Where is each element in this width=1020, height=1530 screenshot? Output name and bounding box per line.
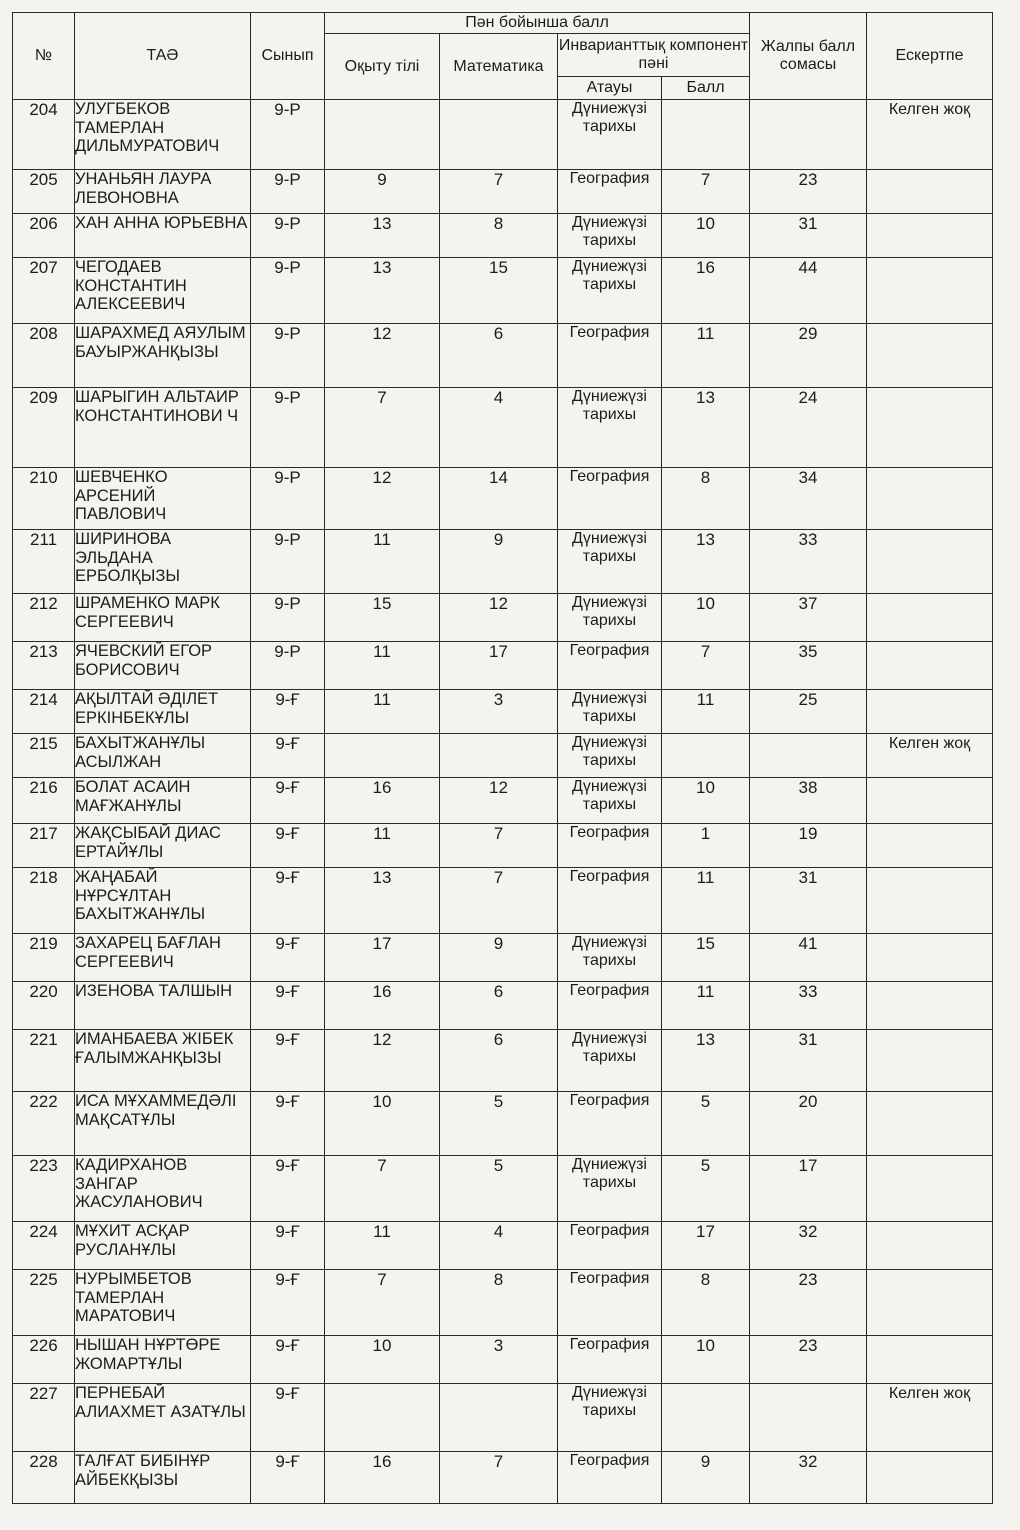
student-name: ШАРЫГИН АЛЬТАИР КОНСТАНТИНОВИ Ч [75,388,251,468]
class-cell: 9-Ғ [251,1030,325,1092]
student-name: НЫШАН НҰРТӨРЕ ЖОМАРТҰЛЫ [75,1336,251,1384]
student-name: УНАНЬЯН ЛАУРА ЛЕВОНОВНА [75,170,251,214]
invariant-subject-points: 11 [662,868,750,934]
invariant-subject-name: География [558,1270,662,1336]
student-name: НУРЫМБЕТОВ ТАМЕРЛАН МАРАТОВИЧ [75,1270,251,1336]
note-cell [867,868,993,934]
note-cell [867,690,993,734]
row-number: 227 [13,1384,75,1452]
language-score: 16 [325,982,440,1030]
row-number: 228 [13,1452,75,1504]
student-name: ЖАҚСЫБАЙ ДИАС ЕРТАЙҰЛЫ [75,824,251,868]
header-name: ТАӘ [75,13,251,100]
math-score: 17 [440,642,558,690]
table-row [13,1336,993,1384]
table-row [13,594,993,642]
language-score: 11 [325,824,440,868]
note-cell [867,214,993,258]
row-number: 221 [13,1030,75,1092]
row-number: 226 [13,1336,75,1384]
math-score: 3 [440,1336,558,1384]
total-score: 24 [750,388,867,468]
total-score: 23 [750,1336,867,1384]
total-score: 44 [750,258,867,324]
class-cell: 9-Ғ [251,982,325,1030]
language-score: 15 [325,594,440,642]
math-score: 6 [440,1030,558,1092]
class-cell: 9-Ғ [251,1156,325,1222]
class-cell: 9-Р [251,100,325,170]
invariant-subject-name: География [558,868,662,934]
note-cell [867,778,993,824]
total-score: 34 [750,468,867,530]
total-score: 31 [750,868,867,934]
row-number: 211 [13,530,75,594]
table-row [13,530,993,594]
row-number: 214 [13,690,75,734]
invariant-subject-name: Дүниежүзі тарихы [558,530,662,594]
table-row [13,778,993,824]
table-row [13,1452,993,1504]
row-number: 210 [13,468,75,530]
invariant-subject-points: 13 [662,1030,750,1092]
table-row [13,388,993,468]
math-score [440,734,558,778]
invariant-subject-name: Дүниежүзі тарихы [558,388,662,468]
invariant-subject-name: Дүниежүзі тарихы [558,1030,662,1092]
invariant-subject-name: Дүниежүзі тарихы [558,100,662,170]
class-cell: 9-Ғ [251,734,325,778]
row-number: 204 [13,100,75,170]
invariant-subject-name: Дүниежүзі тарихы [558,1384,662,1452]
invariant-subject-name: География [558,824,662,868]
invariant-subject-name: Дүниежүзі тарихы [558,934,662,982]
invariant-subject-name: Дүниежүзі тарихы [558,778,662,824]
row-number: 206 [13,214,75,258]
invariant-subject-name: Дүниежүзі тарихы [558,594,662,642]
class-cell: 9-Р [251,214,325,258]
student-name: УЛУГБЕКОВ ТАМЕРЛАН ДИЛЬМУРАТОВИЧ [75,100,251,170]
math-score: 8 [440,1270,558,1336]
header-num: № [13,13,75,100]
student-name: ЖАҢАБАЙ НҰРСҰЛТАН БАХЫТЖАНҰЛЫ [75,868,251,934]
row-number: 209 [13,388,75,468]
total-score: 37 [750,594,867,642]
table-row [13,170,993,214]
row-number: 217 [13,824,75,868]
row-number: 222 [13,1092,75,1156]
row-number: 224 [13,1222,75,1270]
invariant-subject-name: География [558,982,662,1030]
row-number: 213 [13,642,75,690]
note-cell [867,982,993,1030]
language-score [325,1384,440,1452]
total-score [750,1384,867,1452]
invariant-subject-points: 10 [662,778,750,824]
language-score: 17 [325,934,440,982]
math-score: 12 [440,778,558,824]
language-score: 10 [325,1336,440,1384]
note-cell [867,170,993,214]
total-score: 38 [750,778,867,824]
invariant-subject-name: География [558,1092,662,1156]
total-score: 33 [750,530,867,594]
invariant-subject-name: География [558,1336,662,1384]
table-body [13,100,993,1504]
class-cell: 9-Ғ [251,1336,325,1384]
math-score: 5 [440,1092,558,1156]
total-score: 41 [750,934,867,982]
table-row [13,824,993,868]
language-score: 12 [325,1030,440,1092]
note-cell [867,388,993,468]
class-cell: 9-Ғ [251,824,325,868]
results-table [12,12,993,1504]
math-score: 5 [440,1156,558,1222]
student-name: ЯЧЕВСКИЙ ЕГОР БОРИСОВИЧ [75,642,251,690]
row-number: 218 [13,868,75,934]
class-cell: 9-Ғ [251,1270,325,1336]
table-row [13,100,993,170]
student-name: ПЕРНЕБАЙ АЛИАХМЕТ АЗАТҰЛЫ [75,1384,251,1452]
row-number: 212 [13,594,75,642]
student-name: ИСА МҰХАММЕДӘЛІ МАҚСАТҰЛЫ [75,1092,251,1156]
student-name: ШЕВЧЕНКО АРСЕНИЙ ПАВЛОВИЧ [75,468,251,530]
total-score: 31 [750,1030,867,1092]
invariant-subject-name: География [558,642,662,690]
row-number: 215 [13,734,75,778]
invariant-subject-points: 15 [662,934,750,982]
total-score: 35 [750,642,867,690]
student-name: ШИРИНОВА ЭЛЬДАНА ЕРБОЛҚЫЗЫ [75,530,251,594]
invariant-subject-points: 10 [662,594,750,642]
invariant-subject-points: 17 [662,1222,750,1270]
header-language: Оқыту тілі [325,34,440,100]
invariant-subject-name: Дүниежүзі тарихы [558,734,662,778]
invariant-subject-points: 5 [662,1156,750,1222]
language-score: 16 [325,778,440,824]
invariant-subject-name: География [558,324,662,388]
total-score: 23 [750,170,867,214]
table-row [13,642,993,690]
header-math: Математика [440,34,558,100]
class-cell: 9-Ғ [251,1452,325,1504]
invariant-subject-points: 11 [662,690,750,734]
invariant-subject-points: 13 [662,530,750,594]
student-name: МҰХИТ АСҚАР РУСЛАНҰЛЫ [75,1222,251,1270]
class-cell: 9-Р [251,258,325,324]
total-score: 19 [750,824,867,868]
invariant-subject-name: Дүниежүзі тарихы [558,214,662,258]
student-name: ЗАХАРЕЦ БАҒЛАН СЕРГЕЕВИЧ [75,934,251,982]
row-number: 205 [13,170,75,214]
class-cell: 9-Р [251,324,325,388]
note-cell [867,530,993,594]
math-score: 3 [440,690,558,734]
row-number: 223 [13,1156,75,1222]
total-score [750,100,867,170]
math-score: 4 [440,388,558,468]
row-number: 220 [13,982,75,1030]
total-score: 20 [750,1092,867,1156]
class-cell: 9-Р [251,468,325,530]
student-name: ИМАНБАЕВА ЖІБЕК ҒАЛЫМЖАНҚЫЗЫ [75,1030,251,1092]
math-score: 7 [440,170,558,214]
invariant-subject-points: 9 [662,1452,750,1504]
class-cell: 9-Р [251,530,325,594]
invariant-subject-points: 8 [662,1270,750,1336]
math-score: 7 [440,824,558,868]
class-cell: 9-Ғ [251,868,325,934]
header-note: Ескертпе [867,13,993,100]
table-row [13,258,993,324]
table-row [13,1030,993,1092]
math-score: 4 [440,1222,558,1270]
invariant-subject-points: 13 [662,388,750,468]
invariant-subject-name: Дүниежүзі тарихы [558,690,662,734]
math-score: 9 [440,934,558,982]
invariant-subject-name: География [558,468,662,530]
student-name: ИЗЕНОВА ТАЛШЫН [75,982,251,1030]
header-invariant-group: Инварианттық компонент пәні [558,34,750,77]
language-score: 9 [325,170,440,214]
student-name: ЧЕГОДАЕВ КОНСТАНТИН АЛЕКСЕЕВИЧ [75,258,251,324]
table-row [13,468,993,530]
note-cell [867,1156,993,1222]
table-row [13,324,993,388]
student-name: БАХЫТЖАНҰЛЫ АСЫЛЖАН [75,734,251,778]
table-row [13,734,993,778]
invariant-subject-name: Дүниежүзі тарихы [558,1156,662,1222]
header-class: Сынып [251,13,325,100]
math-score: 15 [440,258,558,324]
note-cell [867,1452,993,1504]
total-score: 25 [750,690,867,734]
invariant-subject-points [662,100,750,170]
language-score: 13 [325,214,440,258]
note-cell [867,324,993,388]
table-header [13,13,993,100]
class-cell: 9-Р [251,642,325,690]
header-total: Жалпы балл сомасы [750,13,867,100]
invariant-subject-name: География [558,1452,662,1504]
language-score: 7 [325,1270,440,1336]
table-row [13,1092,993,1156]
total-score [750,734,867,778]
math-score: 6 [440,324,558,388]
language-score [325,100,440,170]
language-score: 11 [325,530,440,594]
invariant-subject-points: 7 [662,642,750,690]
table-row [13,690,993,734]
class-cell: 9-Ғ [251,934,325,982]
note-cell [867,934,993,982]
class-cell: 9-Р [251,594,325,642]
class-cell: 9-Р [251,170,325,214]
class-cell: 9-Ғ [251,1222,325,1270]
header-subject-score-group: Пән бойынша балл [325,13,750,34]
math-score: 8 [440,214,558,258]
student-name: КАДИРХАНОВ ЗАНГАР ЖАСУЛАНОВИЧ [75,1156,251,1222]
note-cell: Келген жоқ [867,734,993,778]
row-number: 219 [13,934,75,982]
invariant-subject-name: География [558,170,662,214]
table-row [13,1270,993,1336]
note-cell [867,1092,993,1156]
note-cell [867,468,993,530]
header-subject-points: Балл [662,77,750,100]
note-cell [867,594,993,642]
table-row [13,1156,993,1222]
note-cell [867,1270,993,1336]
note-cell [867,1222,993,1270]
table-row [13,868,993,934]
table-row [13,934,993,982]
invariant-subject-points: 16 [662,258,750,324]
math-score [440,1384,558,1452]
language-score: 12 [325,468,440,530]
class-cell: 9-Ғ [251,1384,325,1452]
table-row [13,1384,993,1452]
total-score: 17 [750,1156,867,1222]
invariant-subject-points: 8 [662,468,750,530]
invariant-subject-points: 11 [662,324,750,388]
class-cell: 9-Ғ [251,690,325,734]
invariant-subject-points: 11 [662,982,750,1030]
language-score: 7 [325,1156,440,1222]
invariant-subject-points: 1 [662,824,750,868]
total-score: 33 [750,982,867,1030]
invariant-subject-name: Дүниежүзі тарихы [558,258,662,324]
table-row [13,982,993,1030]
header-subject-name: Атауы [558,77,662,100]
total-score: 31 [750,214,867,258]
language-score: 13 [325,258,440,324]
note-cell [867,642,993,690]
invariant-subject-points: 5 [662,1092,750,1156]
math-score: 12 [440,594,558,642]
language-score [325,734,440,778]
note-cell [867,824,993,868]
table-row [13,1222,993,1270]
note-cell [867,1336,993,1384]
invariant-subject-points: 10 [662,214,750,258]
note-cell [867,1030,993,1092]
note-cell: Келген жоқ [867,1384,993,1452]
math-score [440,100,558,170]
language-score: 11 [325,690,440,734]
invariant-subject-points [662,1384,750,1452]
invariant-subject-name: География [558,1222,662,1270]
note-cell [867,258,993,324]
student-name: ШАРАХМЕД АЯУЛЫМ БАУЫРЖАНҚЫЗЫ [75,324,251,388]
student-name: АҚЫЛТАЙ ӘДІЛЕТ ЕРКІНБЕКҰЛЫ [75,690,251,734]
student-name: ТАЛҒАТ БИБІНҰР АЙБЕКҚЫЗЫ [75,1452,251,1504]
row-number: 207 [13,258,75,324]
row-number: 216 [13,778,75,824]
note-cell: Келген жоқ [867,100,993,170]
table-row [13,214,993,258]
math-score: 9 [440,530,558,594]
language-score: 16 [325,1452,440,1504]
class-cell: 9-Ғ [251,778,325,824]
class-cell: 9-Р [251,388,325,468]
student-name: ШРАМЕНКО МАРК СЕРГЕЕВИЧ [75,594,251,642]
class-cell: 9-Ғ [251,1092,325,1156]
invariant-subject-points [662,734,750,778]
total-score: 32 [750,1222,867,1270]
total-score: 32 [750,1452,867,1504]
language-score: 10 [325,1092,440,1156]
math-score: 7 [440,1452,558,1504]
invariant-subject-points: 10 [662,1336,750,1384]
language-score: 7 [325,388,440,468]
row-number: 208 [13,324,75,388]
row-number: 225 [13,1270,75,1336]
invariant-subject-points: 7 [662,170,750,214]
math-score: 7 [440,868,558,934]
student-name: БОЛАТ АСАИН МАҒЖАНҰЛЫ [75,778,251,824]
language-score: 13 [325,868,440,934]
math-score: 14 [440,468,558,530]
total-score: 23 [750,1270,867,1336]
student-name: ХАН АННА ЮРЬЕВНА [75,214,251,258]
language-score: 12 [325,324,440,388]
language-score: 11 [325,642,440,690]
total-score: 29 [750,324,867,388]
language-score: 11 [325,1222,440,1270]
math-score: 6 [440,982,558,1030]
